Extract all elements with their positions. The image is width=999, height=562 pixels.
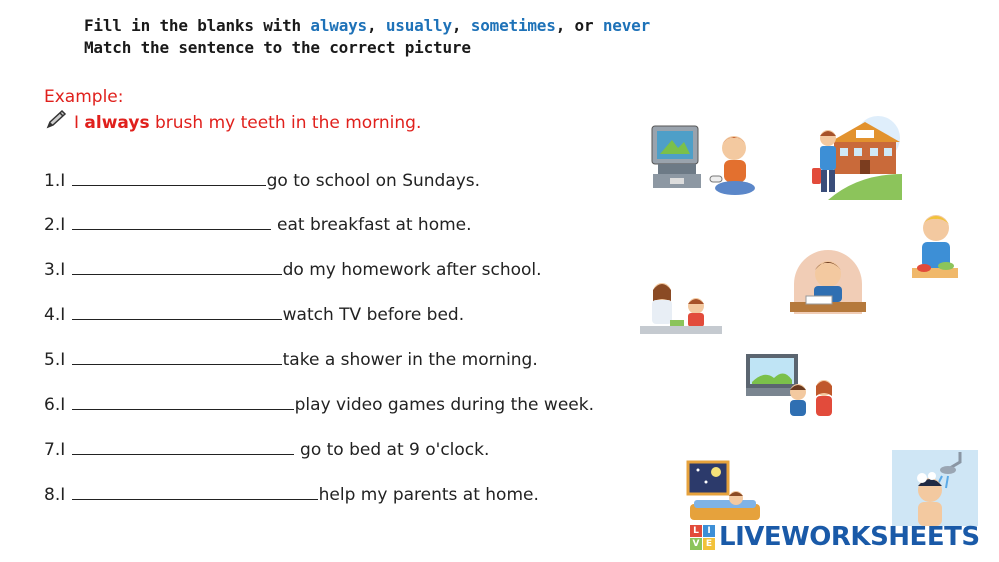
logo-tiles: L I V E (690, 525, 715, 550)
answer-blank-2[interactable] (72, 215, 271, 230)
keyword-always: always (310, 16, 367, 35)
answer-blank-4[interactable] (72, 305, 282, 320)
answer-blank-5[interactable] (72, 350, 282, 365)
instruction-text: Fill in the blanks with (84, 16, 311, 35)
example-post: brush my teeth in the morning. (149, 112, 422, 133)
example-label: Example: (44, 87, 124, 107)
example-keyword: always (84, 112, 150, 133)
bedtime-picture[interactable] (686, 460, 762, 528)
pencil-icon (44, 109, 68, 136)
keyword-usually: usually (385, 16, 452, 35)
question-1: 1.I go to school on Sundays. (44, 171, 481, 191)
question-5: 5.I take a shower in the morning. (44, 350, 538, 370)
instruction-line-1 (84, 16, 650, 35)
question-7: 7.I go to bed at 9 o'clock. (44, 440, 490, 460)
homework-picture[interactable] (788, 248, 868, 320)
separator: , (367, 16, 386, 35)
breakfast-picture[interactable] (910, 208, 960, 286)
shower-picture[interactable] (890, 448, 980, 532)
school-picture[interactable] (808, 112, 902, 204)
watch-tv-picture[interactable] (744, 352, 840, 426)
separator: , (451, 16, 471, 35)
liveworksheets-logo (690, 522, 980, 552)
answer-blank-1[interactable] (72, 171, 266, 186)
answer-blank-8[interactable] (72, 485, 318, 500)
separator: , or (555, 16, 603, 35)
question-4: 4.I watch TV before bed. (44, 305, 465, 325)
keyword-never: never (602, 16, 651, 35)
instruction-line-2: Match the sentence to the correct picture (84, 38, 471, 57)
logo-text: LIVEWORKSHEETS (719, 522, 980, 552)
question-8: 8.I help my parents at home. (44, 485, 539, 505)
question-2: 2.I eat breakfast at home. (44, 215, 472, 235)
video-games-picture[interactable] (648, 120, 760, 204)
keyword-sometimes: sometimes (470, 16, 556, 35)
question-3: 3.I do my homework after school. (44, 260, 542, 280)
example-sentence (44, 109, 421, 136)
help-parents-picture[interactable] (640, 280, 722, 344)
question-6: 6.I play video games during the week. (44, 395, 594, 415)
example-pre: I (74, 112, 85, 133)
answer-blank-7[interactable] (72, 440, 294, 455)
answer-blank-6[interactable] (72, 395, 294, 410)
answer-blank-3[interactable] (72, 260, 282, 275)
